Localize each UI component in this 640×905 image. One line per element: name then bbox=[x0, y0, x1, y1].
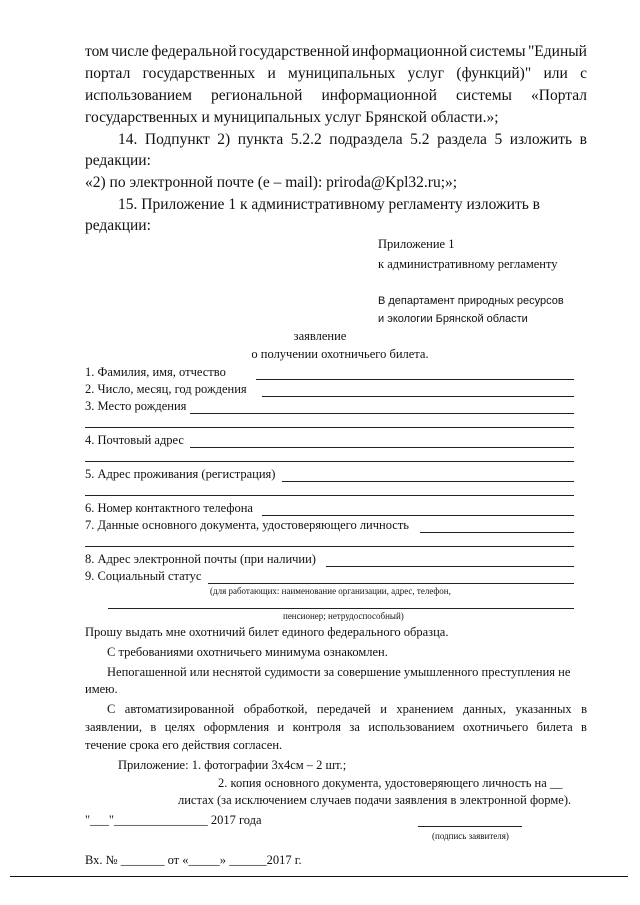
word: автоматизированной bbox=[124, 702, 235, 716]
header-line-4: государственных и муниципальных услуг Брянской области.»; bbox=[85, 109, 499, 126]
field-residence-line-2 bbox=[85, 495, 574, 496]
word: подраздела bbox=[329, 131, 403, 148]
statement-familiar: С требованиями охотничьего минимума ознакомлен. bbox=[107, 645, 388, 659]
recipient-line-1: В департамент природных ресурсов bbox=[378, 295, 564, 307]
item15-line-1: 15. Приложение 1 к административному регламенту изложить в bbox=[118, 196, 540, 213]
statement-record-2: имею. bbox=[85, 682, 118, 696]
recipient-line-2: и экологии Брянской области bbox=[378, 313, 528, 325]
word: федеральной bbox=[151, 43, 237, 60]
header-line-3 bbox=[85, 86, 587, 106]
field-residence-label: 5. Адрес проживания (регистрация) bbox=[85, 467, 276, 481]
field-social-status-line bbox=[208, 583, 574, 584]
word: региональной bbox=[210, 87, 303, 104]
word: портал bbox=[85, 65, 131, 82]
date-field: "___"_______________ 2017 года bbox=[85, 813, 262, 827]
word: «Портал bbox=[531, 87, 587, 104]
word: информационной bbox=[351, 43, 468, 60]
bottom-separator bbox=[10, 876, 628, 877]
word: системы bbox=[456, 87, 512, 104]
field-email-label: 8. Адрес электронной почты (при наличии) bbox=[85, 552, 316, 566]
field-phone-label: 6. Номер контактного телефона bbox=[85, 501, 253, 515]
word: за bbox=[349, 720, 360, 734]
word: и bbox=[380, 702, 387, 716]
item14-line-2: редакции: bbox=[85, 152, 151, 169]
word: 5.2 bbox=[410, 131, 430, 148]
attachment-3: листах (за исключением случаев подачи заявления в электронной форме). bbox=[178, 793, 572, 807]
field-full-name-line bbox=[256, 379, 574, 380]
field-birthplace-line bbox=[190, 413, 574, 414]
word: и bbox=[277, 720, 285, 734]
field-birthplace-line-2 bbox=[85, 427, 574, 428]
word: использованием bbox=[368, 720, 455, 734]
field-social-status-line-2 bbox=[108, 608, 574, 609]
field-full-name-label: 1. Фамилия, имя, отчество bbox=[85, 365, 226, 379]
word: целях bbox=[164, 720, 196, 734]
field-postal-address-label: 4. Почтовый адрес bbox=[85, 433, 184, 447]
word: данных, bbox=[462, 702, 506, 716]
word: изложить bbox=[509, 131, 573, 148]
word: информационной bbox=[321, 87, 437, 104]
field-residence-line bbox=[282, 481, 574, 482]
word: государственных bbox=[142, 65, 256, 82]
field-postal-address-line bbox=[190, 447, 574, 448]
word: 5.2.2 bbox=[290, 131, 322, 148]
field-social-status-label: 9. Социальный статус bbox=[85, 569, 202, 583]
word: передачей bbox=[316, 702, 371, 716]
incoming-number: Вх. № _______ от «_____» ______2017 г. bbox=[85, 853, 302, 867]
attachment-2: 2. копия основного документа, удостоверяющего личность на __ bbox=[218, 776, 563, 790]
word: использованием bbox=[85, 87, 192, 104]
word: Подпункт bbox=[144, 131, 210, 148]
word: раздела bbox=[437, 131, 487, 148]
word: в bbox=[581, 720, 587, 734]
field-phone-line bbox=[262, 515, 574, 516]
statement-record-1: Непогашенной или неснятой судимости за совершение умышленного преступления не bbox=[107, 665, 571, 679]
field-birth-date-label: 2. Число, месяц, год рождения bbox=[85, 382, 247, 396]
word: пункта bbox=[237, 131, 284, 148]
field-id-document-line bbox=[420, 532, 574, 533]
field-id-document-label: 7. Данные основного документа, удостоверяющего личность bbox=[85, 518, 409, 532]
header-line-1 bbox=[85, 42, 587, 62]
appendix-line-1: Приложение 1 bbox=[378, 237, 455, 251]
word: или bbox=[543, 65, 568, 82]
word: "Единый bbox=[527, 43, 587, 60]
status-hint-1: (для работающих: наименование организации, адрес, телефон, bbox=[210, 586, 451, 596]
word: в bbox=[581, 702, 587, 716]
word: с bbox=[580, 65, 587, 82]
word: заявлении, bbox=[85, 720, 142, 734]
word: том bbox=[85, 43, 109, 60]
field-birth-date-line bbox=[262, 396, 574, 397]
statement-consent-1 bbox=[107, 701, 587, 718]
word: 5 bbox=[494, 131, 503, 148]
item14-line-3: «2) по электронной почте (e – mail): priroda@Kpl32.ru;»; bbox=[85, 174, 458, 191]
word: контроля bbox=[292, 720, 341, 734]
appendix-line-2: к административному регламенту bbox=[378, 257, 558, 271]
form-title: заявление bbox=[293, 329, 347, 343]
word: системы bbox=[469, 43, 526, 60]
word: билета bbox=[536, 720, 573, 734]
word: 2) bbox=[217, 131, 231, 148]
word: хранением bbox=[396, 702, 454, 716]
statement-consent-2 bbox=[85, 719, 587, 736]
field-birthplace-label: 3. Место рождения bbox=[85, 399, 187, 413]
word: муниципальных bbox=[288, 65, 396, 82]
header-line-2 bbox=[85, 64, 587, 84]
word: обработкой, bbox=[243, 702, 308, 716]
word: в bbox=[150, 720, 157, 734]
form-subtitle: о получении охотничьего билета. bbox=[251, 347, 429, 361]
word: указанных bbox=[515, 702, 572, 716]
word: (функций)" bbox=[456, 65, 532, 82]
item14-line-1 bbox=[118, 130, 587, 150]
status-hint-2: пенсионер; нетрудоспособный) bbox=[283, 611, 404, 621]
word: 14. bbox=[118, 131, 138, 148]
signature-line bbox=[418, 826, 522, 827]
word: С bbox=[107, 702, 116, 716]
word: охотничьего bbox=[462, 720, 529, 734]
field-postal-address-line-2 bbox=[85, 461, 574, 462]
word: и bbox=[267, 65, 276, 82]
item15-line-2: редакции: bbox=[85, 217, 151, 234]
statement-request: Прошу выдать мне охотничий билет единого федерального образца. bbox=[85, 625, 449, 639]
signature-caption: (подпись заявителя) bbox=[432, 831, 509, 841]
word: оформления bbox=[203, 720, 270, 734]
field-email-line bbox=[326, 566, 574, 567]
word: в bbox=[579, 131, 587, 148]
field-id-document-line-2 bbox=[85, 546, 574, 547]
attachment-1: Приложение: 1. фотографии 3х4см – 2 шт.; bbox=[118, 758, 347, 772]
word: услуг bbox=[407, 65, 445, 82]
word: числе bbox=[111, 43, 149, 60]
statement-consent-3: течение срока его действия согласен. bbox=[85, 738, 283, 752]
word: государственной bbox=[238, 43, 350, 60]
